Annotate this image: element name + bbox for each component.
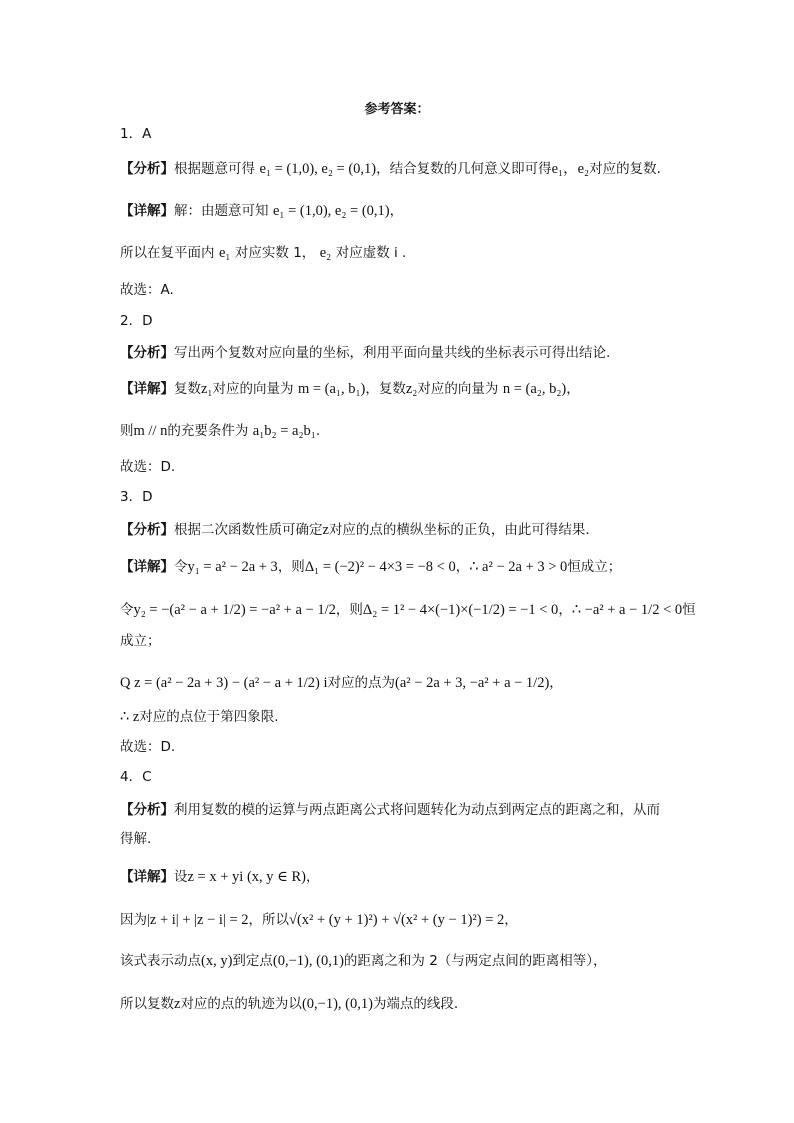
q1-detail: 【详解】解：由题意可知 e₁ = (1,0), e₂ = (0,1)， xyxy=(120,203,404,219)
q4-analysis: 【分析】利用复数的模的运算与两点距离公式将问题转化为动点到两定点的距离之和，从而 xyxy=(120,802,660,818)
q2-detail: 【详解】复数z₁对应的向量为 m = (a₁, b₁)，复数z₂对应的向量为 n = (a₂, b₂)， xyxy=(120,381,580,397)
q1-analysis: 【分析】根据题意可得 e₁ = (1,0), e₂ = (0,1)，结合复数的几何意义即可得e₁，e₂对应的复数. xyxy=(120,161,661,177)
q4-detail-line3: 该式表示动点(x, y)到定点(0,−1), (0,1)的距离之和为 2（与两定点间的距离相等）， xyxy=(120,953,607,969)
q1-choice: 故选：A. xyxy=(120,282,174,298)
question-number-1: 1．A xyxy=(120,126,152,142)
q3-choice: 故选：D. xyxy=(120,739,176,755)
q3-detail-line5: ∴ z对应的点位于第四象限. xyxy=(120,709,279,725)
q2-choice: 故选：D. xyxy=(120,459,176,475)
q4-analysis-line2: 得解. xyxy=(120,831,152,847)
q4-detail-line4: 所以复数z对应的点的轨迹为以(0,−1), (0,1)为端点的线段. xyxy=(120,996,459,1012)
q2-analysis: 【分析】写出两个复数对应向量的坐标，利用平面向量共线的坐标表示可得出结论. xyxy=(120,345,611,361)
q4-detail-line2: 因为|z + i| + |z − i| = 2，所以√(x² + (y + 1)²) + √(x² + (y − 1)²) = 2， xyxy=(120,912,518,928)
q3-analysis: 【分析】根据二次函数性质可确定z对应的点的横纵坐标的正负，由此可得结果. xyxy=(120,522,590,538)
question-number-3: 3．D xyxy=(120,489,153,505)
q3-detail-line3: 成立； xyxy=(120,633,161,649)
q3-detail: 【详解】令y₁ = a² − 2a + 3，则Δ₁ = (−2)² − 4×3 = −8 < 0，∴ a² − 2a + 3 > 0恒成立； xyxy=(120,559,622,575)
q2-detail-line2: 则m // n的充要条件为 a₁b₂ = a₂b₁. xyxy=(120,423,321,439)
q4-detail: 【详解】设z = x + yi (x, y ∈ R)， xyxy=(120,869,320,885)
q1-detail-line2: 所以在复平面内 e₁ 对应实数 1， e₂ 对应虚数 i . xyxy=(120,245,407,261)
question-number-4: 4．C xyxy=(120,769,152,785)
page-title: 参考答案： xyxy=(364,102,430,117)
q3-detail-line4: Q z = (a² − 2a + 3) − (a² − a + 1/2) i对应的点为(a² − 2a + 3, −a² + a − 1/2)， xyxy=(120,675,563,691)
q3-detail-line2: 令y₂ = −(a² − a + 1/2) = −a² + a − 1/2，则Δ₂ = 1² − 4×(−1)×(−1/2) = −1 < 0，∴ −a² + a − 1/2 < 0恒 xyxy=(120,602,696,618)
question-number-2: 2．D xyxy=(120,313,153,329)
